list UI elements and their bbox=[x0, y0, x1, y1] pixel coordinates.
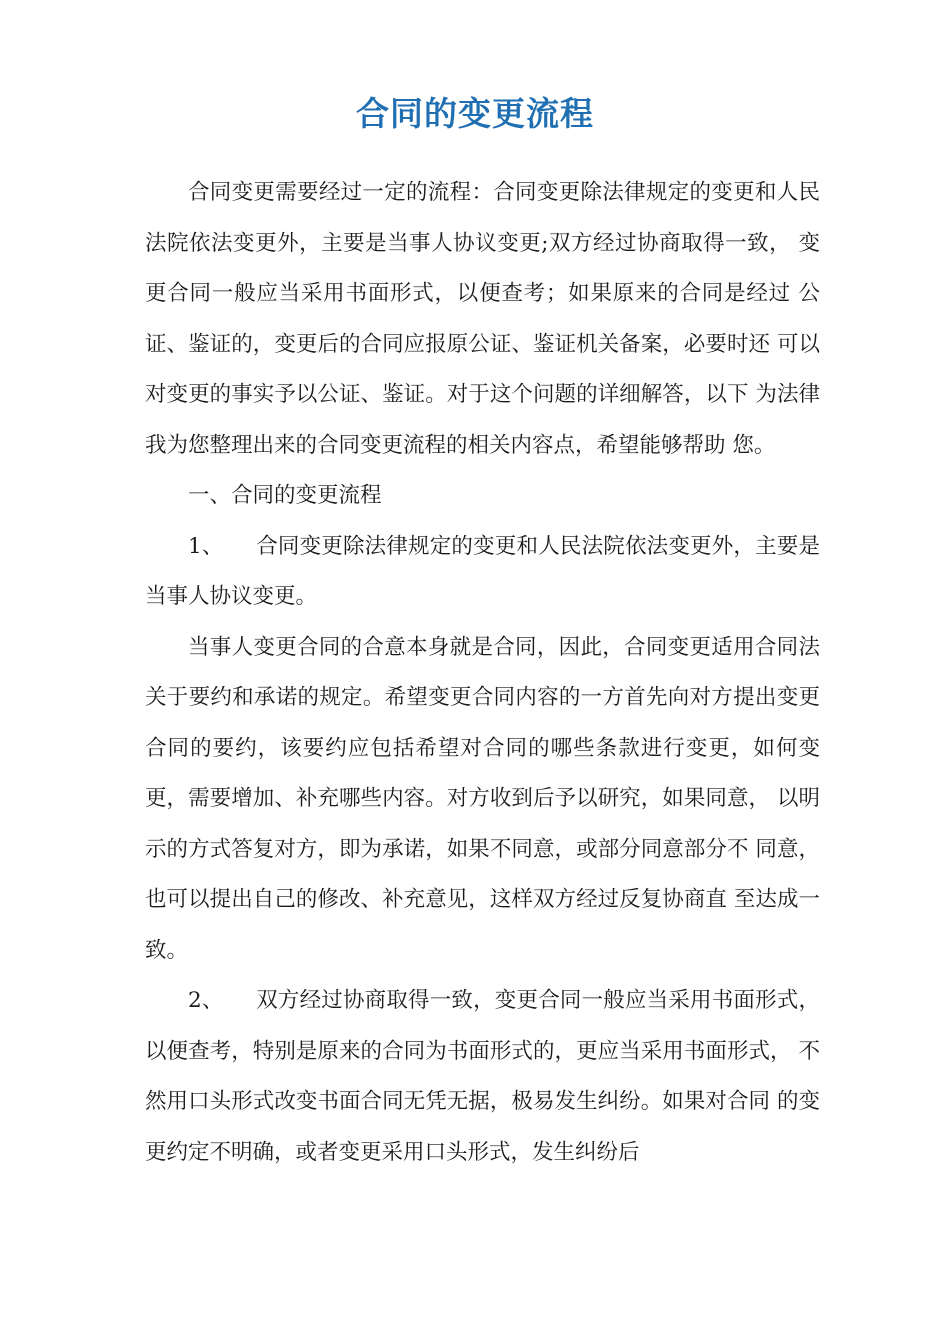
intro-paragraph: 合同变更需要经过一定的流程：合同变更除法律规定的变更和人民法院依法变更外，主要是当事人协议变更;双方经过协商取得一致， 变更合同一般应当采用书面形式，以便查考；如果原来的合同是经过 公证、鉴证的，变更后的合同应报原公证、鉴证机关备案，必要时还 可以对变更的事实予以公证、鉴证。对于这个问题的详细解答，以下 为法律我为您整理出来的合同变更流程的相关内容点，希望能够帮助 您。 bbox=[145, 180, 820, 458]
item-2-paragraph: 2、 双方经过协商取得一致，变更合同一般应当采用书面形式， 以便查考，特别是原来的合同为书面形式的，更应当采用书面形式， 不然用口头形式改变书面合同无凭无据，极易发生纠纷。如果对合同 的变更约定不明确，或者变更采用口头形式，发生纠纷后 bbox=[145, 988, 820, 1165]
document-title: 合同的变更流程 bbox=[356, 94, 594, 133]
item-1-paragraph: 1、 合同变更除法律规定的变更和人民法院依法变更外，主要是 当事人协议变更。 bbox=[145, 533, 820, 609]
section-heading: 一、合同的变更流程 bbox=[188, 483, 382, 508]
item-1-detail-paragraph: 当事人变更合同的合意本身就是合同，因此，合同变更适用合同法关于要约和承诺的规定。希望变更合同内容的一方首先向对方提出变更合同的要约，该要约应包括希望对合同的哪些条款进行变更，如何变更，需要增加、补充哪些内容。对方收到后予以研究，如果同意， 以明示的方式答复对方，即为承诺，如果不同意，或部分同意部分不 同意，也可以提出自己的修改、补充意见，这样双方经过反复协商直 至达成一致。 bbox=[145, 634, 820, 963]
document-body bbox=[145, 168, 820, 1178]
